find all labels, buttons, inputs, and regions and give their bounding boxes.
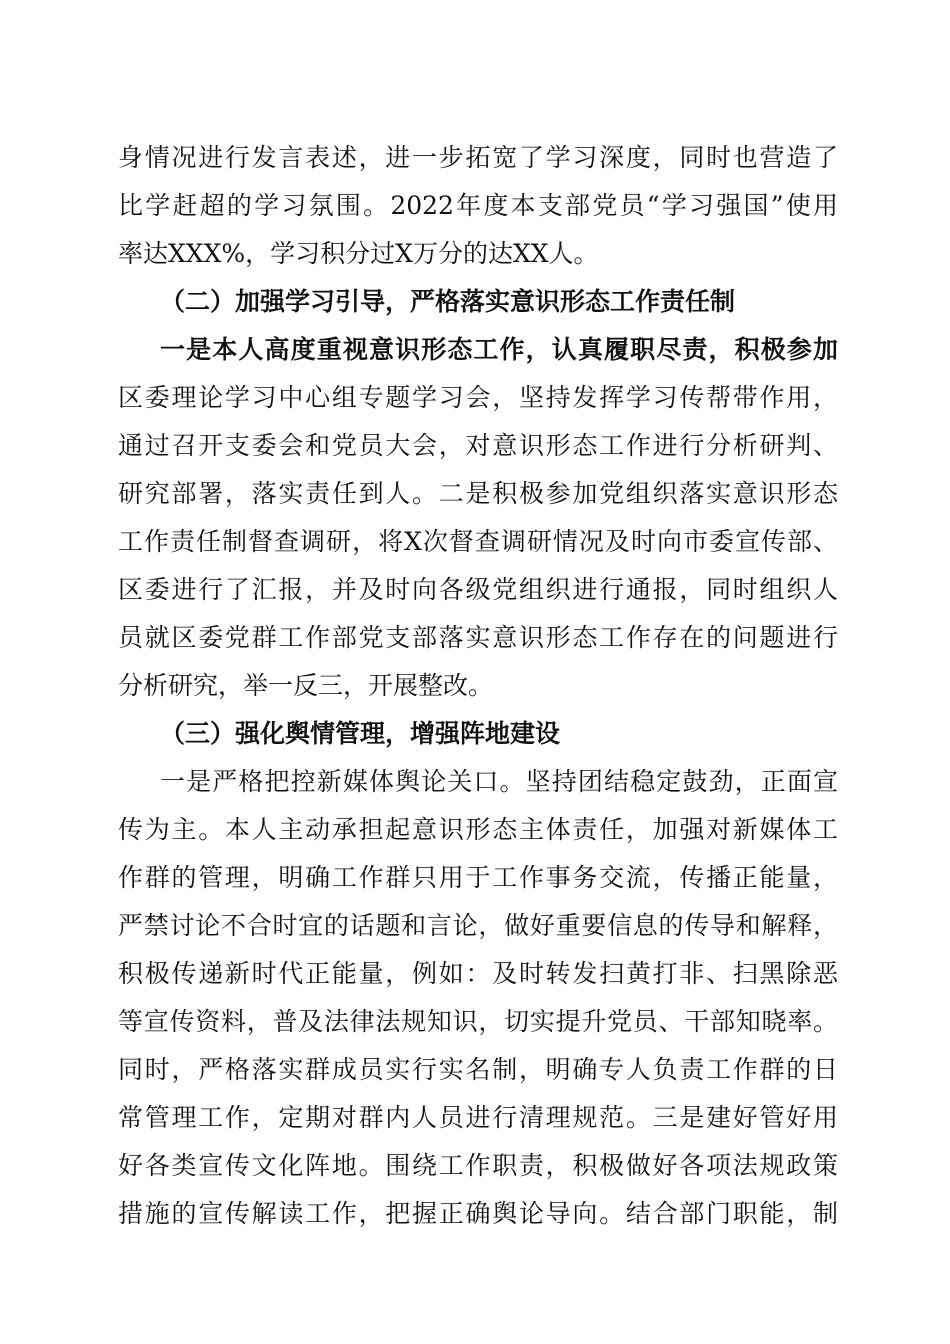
paragraph-line: 等宣传资料，普及法律法规知识，切实提升党员、干部知晓率。 (118, 1007, 838, 1036)
paragraph-line: 作群的管理，明确工作群只用于工作事务交流，传播正能量， (118, 863, 838, 892)
paragraph-line: 区委理论学习中心组专题学习会，坚持发挥学习传帮带作用， (118, 383, 838, 412)
paragraph-line: 区委进行了汇报，并及时向各级党组织进行通报，同时组织人 (118, 575, 838, 604)
paragraph-line: 积极传递新时代正能量，例如：及时转发扫黄打非、扫黑除恶 (118, 959, 838, 988)
paragraph-line: 好各类宣传文化阵地。围绕工作职责，积极做好各项法规政策 (118, 1151, 838, 1180)
section-heading-3: （三）强化舆情管理，增强阵地建设 (160, 719, 561, 748)
section-heading-2: （二）加强学习引导，严格落实意识形态工作责任制 (160, 287, 736, 316)
paragraph-line: 分析研究，举一反三，开展整改。 (118, 671, 494, 700)
paragraph-line: 严禁讨论不合时宜的话题和言论，做好重要信息的传导和解释， (118, 911, 838, 940)
paragraph-line: 员就区委党群工作部党支部落实意识形态工作存在的问题进行 (118, 623, 838, 652)
paragraph-line: 比学赶超的学习氛围。2022年度本支部党员“学习强国”使用 (118, 191, 838, 220)
paragraph-line: 措施的宣传解读工作，把握正确舆论导向。结合部门职能，制 (118, 1199, 838, 1228)
paragraph-line: 传为主。本人主动承担起意识形态主体责任，加强对新媒体工 (118, 815, 838, 844)
paragraph-line: 同时，严格落实群成员实行实名制，明确专人负责工作群的日 (118, 1055, 838, 1084)
paragraph-line: 常管理工作，定期对群内人员进行清理规范。三是建好管好用 (118, 1103, 838, 1132)
paragraph-line: 身情况进行发言表述，进一步拓宽了学习深度，同时也营造了 (118, 143, 838, 172)
paragraph-line: 一是严格把控新媒体舆论关口。坚持团结稳定鼓劲，正面宣 (160, 767, 838, 796)
paragraph-line: 一是本人高度重视意识形态工作，认真履职尽责，积极参加 (160, 335, 838, 364)
paragraph-line: 工作责任制督查调研，将X次督查调研情况及时向市委宣传部、 (118, 527, 838, 556)
paragraph-line: 通过召开支委会和党员大会，对意识形态工作进行分析研判、 (118, 431, 838, 460)
paragraph-line: 率达XXX%，学习积分过X万分的达XX人。 (118, 239, 599, 268)
paragraph-line: 研究部署，落实责任到人。二是积极参加党组织落实意识形态 (118, 479, 838, 508)
